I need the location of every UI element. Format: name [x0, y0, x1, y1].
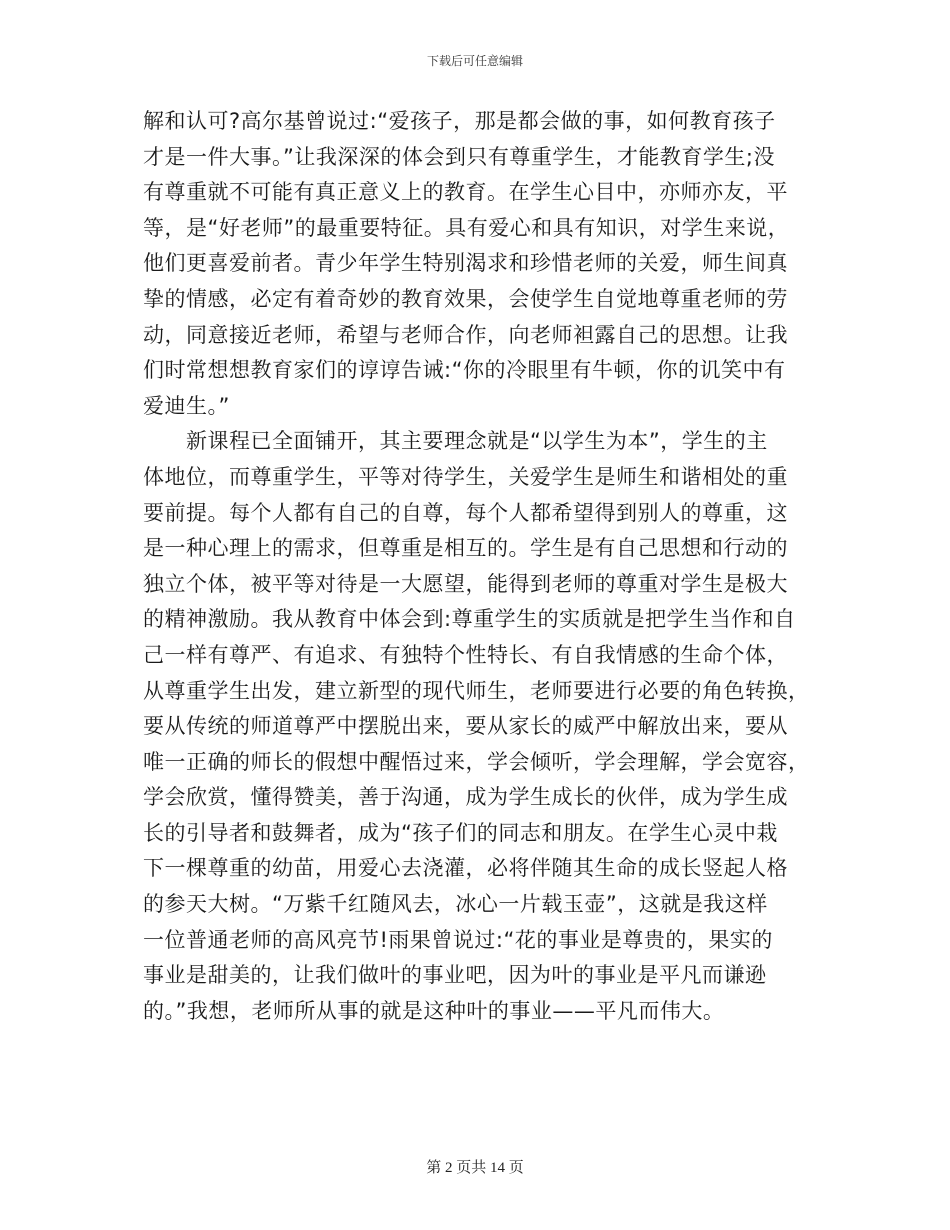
text-line: 体地位，而尊重学生，平等对待学生，关爱学生是师生和谐相处的重	[143, 464, 788, 489]
document-body	[143, 104, 810, 1029]
paragraph-1	[143, 104, 807, 424]
text-line: 唯一正确的师长的假想中醒悟过来，学会倾听，学会理解，学会宽容，	[143, 749, 810, 774]
text-line: 新课程已全面铺开，其主要理念就是“以学生为本”，学生的主	[186, 429, 768, 454]
text-line: 下一棵尊重的幼苗，用爱心去浇灌，必将伴随其生命的成长竖起人格	[143, 856, 788, 881]
text-line: 他们更喜爱前者。青少年学生特别渴求和珍惜老师的关爱，师生间真	[143, 251, 788, 276]
text-line: 事业是甜美的，让我们做叶的事业吧，因为叶的事业是平凡而谦逊	[143, 963, 767, 988]
text-line: 解和认可?高尔基曾说过:“爱孩子，那是都会做的事，如何教育孩子	[143, 109, 776, 133]
text-line: 从尊重学生出发，建立新型的现代师生，老师要进行必要的角色转换，	[143, 678, 810, 703]
text-line: 才是一件大事。”让我深深的体会到只有尊重学生，才能教育学生;没	[143, 144, 775, 169]
page-header: 下载后可任意编辑	[426, 54, 523, 68]
text-line: 独立个体，被平等对待是一大愿望，能得到老师的尊重对学生是极大	[143, 571, 788, 596]
text-line: 爱迪生。”	[143, 393, 230, 418]
text-line: 一位普通老师的高风亮节!雨果曾说过:“花的事业是尊贵的，果实的	[143, 927, 773, 952]
paragraph-2	[143, 424, 810, 1029]
text-line: 的。”我想，老师所从事的就是这种叶的事业——平凡而伟大。	[143, 998, 725, 1023]
text-line: 要从传统的师道尊严中摆脱出来，要从家长的威严中解放出来，要从	[143, 714, 788, 739]
text-line: 的精神激励。我从教育中体会到:尊重学生的实质就是把学生当作和自	[143, 607, 796, 632]
page-number-footer: 第 2 页共 14 页	[426, 1160, 524, 1176]
text-line: 是一种心理上的需求，但尊重是相互的。学生是有自己思想和行动的	[143, 536, 788, 561]
text-line: 学会欣赏，懂得赞美，善于沟通，成为学生成长的伙伴，成为学生成	[143, 785, 788, 810]
text-line: 长的引导者和鼓舞者，成为“孩子们的同志和朋友。在学生心灵中栽	[143, 820, 778, 845]
text-line: 动，同意接近老师，希望与老师合作，向老师袒露自己的思想。让我	[143, 322, 788, 347]
text-line: 们时常想想教育家们的谆谆告诫:“你的冷眼里有牛顿，你的讥笑中有	[143, 358, 786, 383]
text-line: 要前提。每个人都有自己的自尊，每个人都希望得到别人的尊重，这	[143, 500, 788, 525]
text-line: 有尊重就不可能有真正意义上的教育。在学生心目中，亦师亦友，平	[143, 180, 788, 205]
text-line: 的参天大树。“万紫千红随风去，冰心一片载玉壶”，这就是我这样	[143, 892, 768, 917]
text-line: 挚的情感，必定有着奇妙的教育效果，会使学生自觉地尊重老师的劳	[143, 286, 788, 311]
text-line: 己一样有尊严、有追求、有独特个性特长、有自我情感的生命个体，	[143, 642, 788, 667]
text-line: 等，是“好老师”的最重要特征。具有爱心和具有知识，对学生来说，	[143, 215, 790, 240]
